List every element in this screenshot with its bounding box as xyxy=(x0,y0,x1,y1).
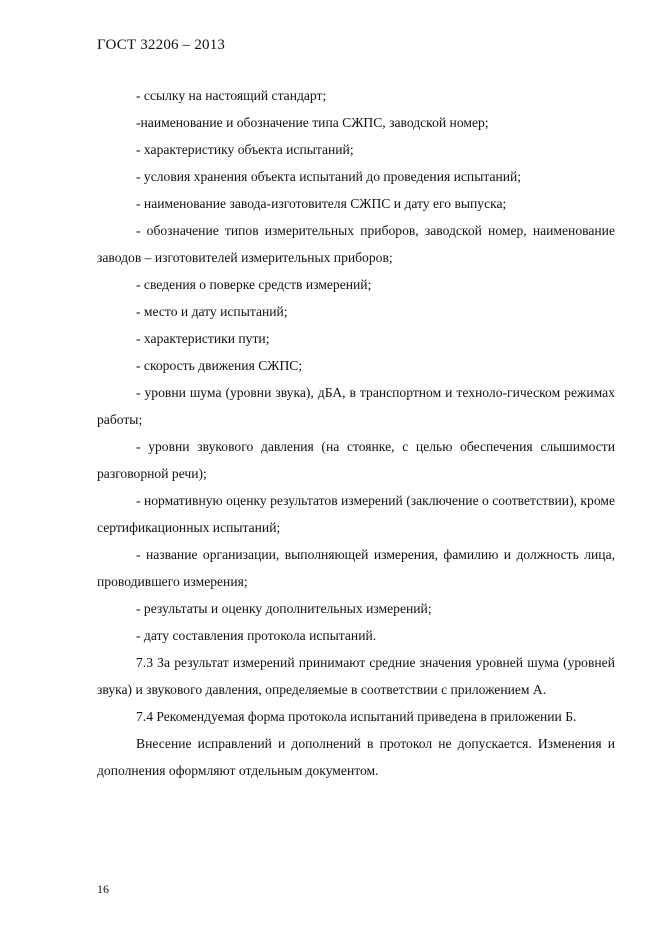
list-item: - характеристики пути; xyxy=(136,331,270,346)
list-item: - результаты и оценку дополнительных измерений; xyxy=(136,601,432,616)
list-item: - условия хранения объекта испытаний до проведения испытаний; xyxy=(136,169,522,184)
paragraph-7-4: 7.4 Рекомендуемая форма протокола испытаний приведена в приложении Б. xyxy=(136,709,577,724)
list-item: - сведения о поверке средств измерений; xyxy=(136,277,372,292)
list-item: - место и дату испытаний; xyxy=(136,304,288,319)
list-item: - ссылку на настоящий стандарт; xyxy=(136,88,327,103)
page-number: 16 xyxy=(97,882,109,896)
list-item: -наименование и обозначение типа СЖПС, заводской номер; xyxy=(136,115,489,130)
paragraph-final: Внесение исправлений и дополнений в протокол не допускается. Изменения и дополнения оформляют отдельным документом. xyxy=(97,736,615,778)
list-item: - нормативную оценку результатов измерений (заключение о соответствии), кроме сертификационных испытаний; xyxy=(97,493,615,535)
list-item: - наименование завода-изготовителя СЖПС и дату его выпуска; xyxy=(136,196,507,211)
paragraph-7-3: 7.3 За результат измерений принимают средние значения уровней шума (уровней звука) и звукового давления, определяемые в соответствии с приложением А. xyxy=(97,655,615,697)
list-item: - дату составления протокола испытаний. xyxy=(136,628,377,643)
list-item: - уровни звукового давления (на стоянке, с целью обеспечения слышимости разговорной речи); xyxy=(97,439,615,481)
list-item: - уровни шума (уровни звука), дБА, в транспортном и техноло-гическом режимах работы; xyxy=(97,385,615,427)
document-header: ГОСТ 32206 – 2013 xyxy=(97,37,226,53)
document-body xyxy=(97,82,615,784)
list-item: - обозначение типов измерительных приборов, заводской номер, наименование заводов – изготовителей измерительных приборов; xyxy=(97,223,615,265)
list-item: - характеристику объекта испытаний; xyxy=(136,142,354,157)
list-item: - скорость движения СЖПС; xyxy=(136,358,303,373)
list-item: - название организации, выполняющей измерения, фамилию и должность лица, проводившего измерения; xyxy=(97,547,615,589)
